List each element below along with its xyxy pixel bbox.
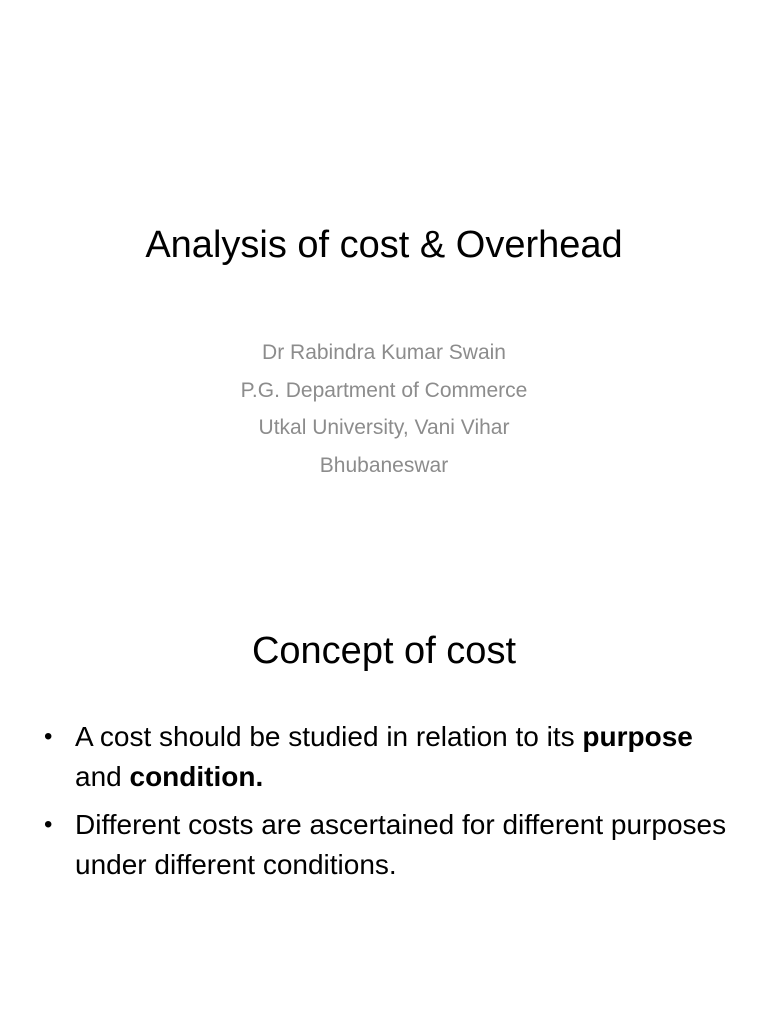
bullet-text: A cost should be studied in relation to its (75, 721, 583, 752)
author-university: Utkal University, Vani Vihar (258, 416, 510, 439)
bullet-item (40, 717, 730, 797)
content-slide (0, 576, 768, 1024)
bullet-icon: • (44, 723, 53, 750)
presentation-title: Analysis of cost & Overhead (145, 224, 623, 266)
bullet-text: and (75, 761, 130, 792)
bold-term-condition: condition. (129, 761, 264, 792)
author-city: Bhubaneswar (319, 453, 449, 477)
bullet-text: Different costs are ascertained for different purposes under different conditions. (75, 809, 727, 880)
bold-term-purpose: purpose (582, 721, 693, 752)
slide-heading: Concept of cost (251, 630, 517, 672)
bullet-item (40, 805, 730, 885)
author-name: Dr Rabindra Kumar Swain (262, 341, 506, 364)
author-department: P.G. Department of Commerce (240, 378, 528, 402)
author-info (0, 334, 768, 484)
bullet-icon: • (44, 811, 53, 838)
bullet-list (40, 717, 730, 893)
